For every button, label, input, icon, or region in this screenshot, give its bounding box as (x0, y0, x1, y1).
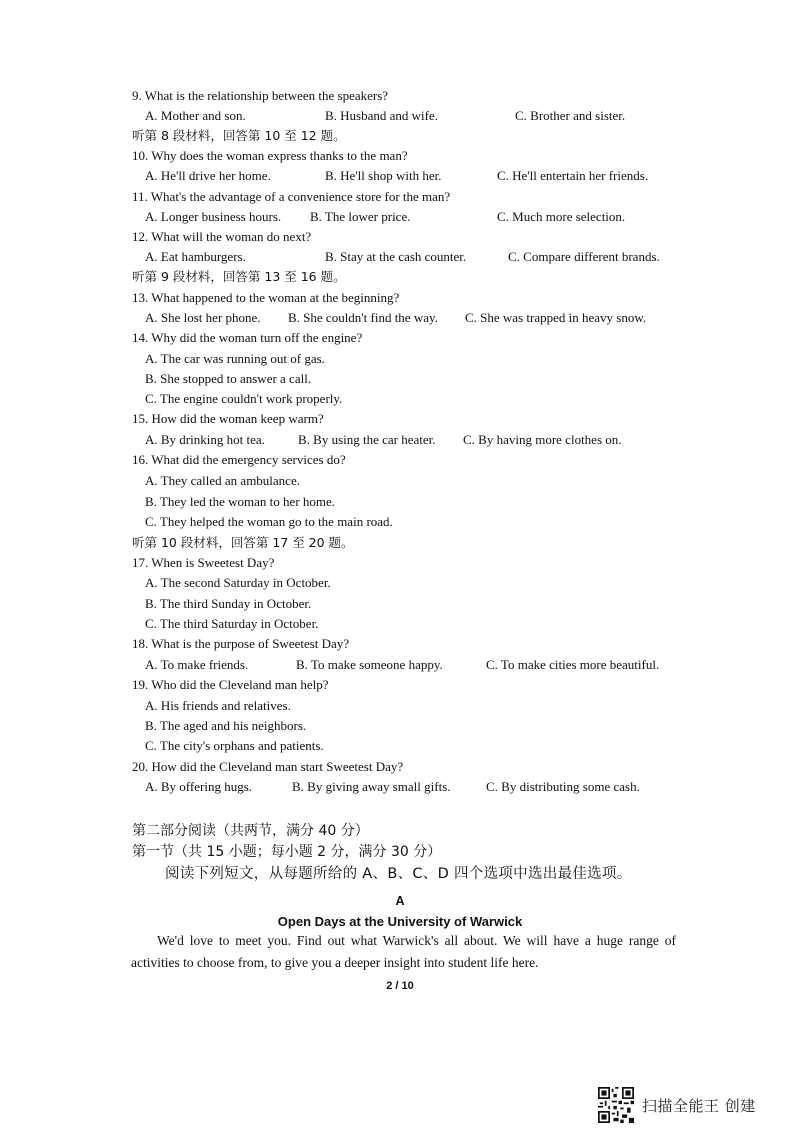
answer-option-b: B. By giving away small gifts. (292, 779, 451, 794)
answer-option: B. The aged and his neighbors. (145, 718, 307, 733)
answer-option-a: A. Mother and son. (145, 108, 246, 123)
answer-option-a: A. To make friends. (145, 657, 249, 672)
answer-option-a: A. She lost her phone. (145, 310, 261, 325)
answer-option: C. The third Saturday in October. (145, 616, 319, 631)
answer-option: B. She stopped to answer a call. (145, 371, 312, 386)
answer-option-c: C. Compare different brands. (508, 249, 660, 264)
passage-text: We'd love to meet you. Find out what Warwick's all about. We will have a huge range of activities to choose from, to give you a deeper insight into student life here. (131, 933, 676, 970)
answer-option-a: A. He'll drive her home. (145, 168, 271, 183)
question-text: 14. Why did the woman turn off the engine? (132, 330, 363, 345)
answer-option: A. They called an ambulance. (145, 473, 300, 488)
answer-option-b: B. By using the car heater. (298, 432, 436, 447)
answer-option: C. The engine couldn't work properly. (145, 391, 343, 406)
answer-option-b: B. Stay at the cash counter. (325, 249, 467, 264)
answer-option: B. The third Sunday in October. (145, 596, 312, 611)
question-text: 16. What did the emergency services do? (132, 452, 346, 467)
answer-option-c: C. She was trapped in heavy snow. (465, 310, 647, 325)
answer-option-b: B. He'll shop with her. (325, 168, 442, 183)
answer-option-c: C. To make cities more beautiful. (486, 657, 660, 672)
answer-option-a: A. By offering hugs. (145, 779, 253, 794)
watermark-text: 扫描全能王 创建 (642, 1096, 756, 1115)
question-text: 17. When is Sweetest Day? (132, 555, 275, 570)
question-text: 18. What is the purpose of Sweetest Day? (132, 636, 350, 651)
reading-instruction: 阅读下列短文，从每题所给的 A、B、C、D 四个选项中选出最佳选项。 (165, 866, 632, 882)
question-text: 12. What will the woman do next? (132, 229, 312, 244)
answer-option: C. They helped the woman go to the main road. (145, 514, 393, 529)
listening-instruction: 听第 10 段材料，回答第 17 至 20 题。 (132, 535, 354, 550)
scanner-watermark (598, 1087, 756, 1123)
answer-option-a: A. Longer business hours. (145, 209, 282, 224)
answer-option: B. They led the woman to her home. (145, 494, 336, 509)
question-text: 20. How did the Cleveland man start Sweetest Day? (132, 759, 404, 774)
answer-option-b: B. Husband and wife. (325, 108, 439, 123)
passage-letter: A (395, 894, 405, 908)
answer-option-c: C. He'll entertain her friends. (497, 168, 649, 183)
answer-option: A. The car was running out of gas. (145, 351, 325, 366)
answer-option: C. The city's orphans and patients. (145, 738, 324, 753)
section1-title: 第一节（共 15 小题；每小题 2 分，满分 30 分） (132, 844, 442, 860)
answer-option-c: C. By distributing some cash. (486, 779, 640, 794)
answer-option: A. His friends and relatives. (145, 698, 291, 713)
listening-instruction: 听第 8 段材料，回答第 10 至 12 题。 (132, 128, 346, 143)
answer-option-b: B. She couldn't find the way. (288, 310, 438, 325)
question-text: 10. Why does the woman express thanks to the man? (132, 148, 408, 163)
answer-option-a: A. Eat hamburgers. (145, 249, 246, 264)
question-text: 11. What's the advantage of a convenience store for the man? (132, 189, 451, 204)
answer-option: A. The second Saturday in October. (145, 575, 331, 590)
qr-code-icon (598, 1087, 634, 1123)
question-text: 19. Who did the Cleveland man help? (132, 677, 329, 692)
question-text: 15. How did the woman keep warm? (132, 411, 324, 426)
page-number: 2 / 10 (386, 980, 414, 992)
question-text: 13. What happened to the woman at the beginning? (132, 290, 400, 305)
answer-option-c: C. By having more clothes on. (463, 432, 622, 447)
listening-instruction: 听第 9 段材料，回答第 13 至 16 题。 (132, 269, 346, 284)
answer-option-c: C. Much more selection. (497, 209, 626, 224)
passage-title: Open Days at the University of Warwick (277, 914, 523, 929)
part2-title: 第二部分阅读（共两节，满分 40 分） (132, 823, 369, 839)
question-text: 9. What is the relationship between the speakers? (132, 88, 389, 103)
answer-option-b: B. To make someone happy. (296, 657, 443, 672)
answer-option-a: A. By drinking hot tea. (145, 432, 265, 447)
answer-option-b: B. The lower price. (310, 209, 411, 224)
answer-option-c: C. Brother and sister. (515, 108, 626, 123)
